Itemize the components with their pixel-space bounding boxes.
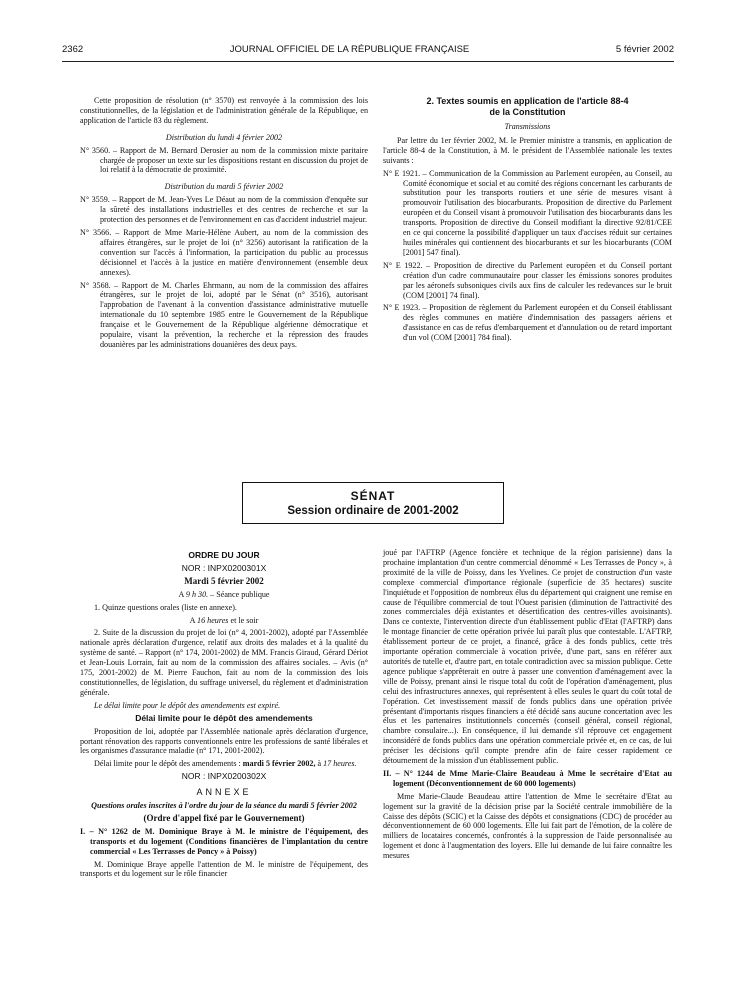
sitting-date: Mardi 5 février 2002 [184,575,264,586]
distribution-heading-1: Distribution du lundi 4 février 2002 [165,132,283,142]
left-bottom-column [80,548,368,882]
question-1-text: M. Dominique Braye appelle l'attention de M. le ministre de l'équipement, des transports et du logement sur le rôle financier [80,859,368,879]
senat-title-box [242,482,504,524]
text-e1922: N° E 1922. – Proposition de directive du Parlement européen et du Conseil portant création d'un cadre communautaire pour classer les émissions sonores produites par les aéronefs subsoniques civils aux fins de calculer les redevances sur le bruit (COM [2001] 74 final). [383,260,672,300]
ordre-du-jour-heading: ORDRE DU JOUR [188,550,260,560]
session-title: Session ordinaire de 2001-2002 [287,505,459,517]
report-3559: N° 3559. – Rapport de M. Jean-Yves Le Déaut au nom de la commission d'enquête sur la sûreté des installations industrielles et des centres de recherche et sur la protection des personnes et de l'environnement en cas d'accident industriel majeur. [80,195,368,225]
nor-reference-2: NOR : INPX0200302X [181,771,267,782]
transmissions-heading: Transmissions [504,122,551,131]
amendment-deadline-heading: Délai limite pour le dépôt des amendements [135,712,313,723]
nor-reference-1: NOR : INPX0200301X [181,562,267,573]
report-3568: N° 3568. – Rapport de M. Charles Ehrmann, au nom de la commission des affaires étrangères, sur le projet de loi, adopté par le Sénat (n° 3516), autorisant l'approbation de l'avenant à la convention d'assistance administrative mutuelle internationale du 10 septembre 1985 entre le Gouvernement de la République française et le Gouvernement de la République algérienne démocratique et populaire, visant la prévention, la recherche et la répression des fraudes douanières par les administrations douanières des deux pays. [80,280,368,349]
left-top-column [80,96,368,353]
page-header [62,44,674,60]
header-rule [62,61,674,62]
senat-title: SÉNAT [350,489,396,503]
section-heading-line1: 2. Textes soumis en application de l'article 88-4 [426,96,629,106]
report-3566: N° 3566. – Rapport de Mme Marie-Hélène Aubert, au nom de la commission des affaires étrangères, sur le projet de loi (n° 3256) autorisant la ratification de la convention sur l'accès à l'information, la participation du public au processus décisionnel et l'accès à la justice en matière d'environnement (ensemble deux annexes). [80,227,368,277]
question-2-text: Mme Marie-Claude Beaudeau attire l'attention de Mme le secrétaire d'Etat au logement sur la gravité de la décision prise par la Société centrale immobilière de la Caisse des dépôts (SCIC) et la Caisse des dépôts et consignations (CDC) de procéder au déconventionnement de 60 000 logements. Elle lui fait part de l'émotion, de la colère de milliers de locataires concernés, confrontés à la suppression de l'aide personnalisée au logement et donc à l'augmentation des loyers. Elle lui demande de lui faire connaître les mesures [383,791,672,861]
oral-questions-title: Questions orales inscrites à l'ordre du jour de la séance du mardi 5 février 2002 [91,801,357,811]
right-bottom-column [383,548,672,864]
issue-date: 5 février 2002 [615,44,674,55]
page-number: 2362 [62,44,84,55]
right-top-column [383,96,672,346]
report-3560: N° 3560. – Rapport de M. Bernard Derosier au nom de la commission mixte paritaire chargée de proposer un texte sur les dispositions restant en discussion du projet de loi relatif à la démocratie de proximité. [80,145,368,175]
section-heading [383,96,672,118]
section-heading-line2: de la Constitution [489,107,566,117]
distribution-heading-2: Distribution du mardi 5 février 2002 [164,182,284,192]
text-e1923: N° E 1923. – Proposition de règlement du Parlement européen et du Conseil établissant des règles communes en matière d'indemnisation des passagers aériens et d'assistance en cas de refus d'embarquement et d'annulation ou de retard important d'un vol (COM [2001] 784 final). [383,303,672,343]
morning-sitting: A 9 h 30. – Séance publique [178,589,270,599]
annexe-heading: ANNEXE [196,787,252,798]
proposition-de-loi: Proposition de loi, adoptée par l'Assemblée nationale après déclaration d'urgence, portant rénovation des rapports conventionnels entre les professions de santé libérales et les organismes d'assurance maladie (n° 171, 2001-2002). [80,726,368,756]
order-of-call: (Ordre d'appel fixé par le Gouvernement) [143,812,305,823]
agenda-item-2: 2. Suite de la discussion du projet de loi (n° 4, 2001-2002), adopté par l'Assemblée nationale après déclaration d'urgence, relatif aux droits des malades et à la qualité du système de santé. – Rapport (n° 174, 2001-2002) de MM. Francis Giraud, Gérard Dériot et Jean-Louis Lorrain, fait au nom de la commission des affaires sociales. – Avis (n° 175, 2001-2002) de M. Pierre Fauchon, fait au nom de la commission des lois constitutionnelles, de législation, du suffrage universel, du règlement et d'administration générale. [80,628,368,697]
resolution-referral: Cette proposition de résolution (n° 3570) est renvoyée à la commission des lois constitutionnelles, de la législation et de l'administration générale de la République, en application de l'article 83 du règlement. [80,96,368,125]
journal-title: JOURNAL OFFICIEL DE LA RÉPUBLIQUE FRANÇAISE [229,44,470,55]
afternoon-sitting: A 16 heures et le soir [189,615,259,625]
question-1-continued: joué par l'AFTRP (Agence foncière et technique de la région parisienne) dans la prochaine implantation d'un centre commercial dénommé « Les Terrasses de Poncy », à proximité de la ville de Poissy, dans les Yvelines. Ce projet de construction d'un vaste complexe commercial d'importance régionale (superficie de 35 hectares) suscite l'inquiétude et l'opposition de nombreux élus du département qui craignent une remise en cause de l'équilibre commercial de tout l'Ouest parisien (diminution de l'attractivité des zones commerciales déjà existantes et désertification des centres-villes avoisinants). Dans ce contexte, l'intervention directe d'un établissement public d'Etat (l'AFTRP) dans le montage financier de cette opération privée lui paraît plus que contestable. L'AFTRP, établissement porteur de ce projet, a financé, grâce à des fonds publics, cette très importante opération commerciale à vocation privée, d'une part, sans en référer aux autorités de tutelle et, d'autre part, en totale contradiction avec sa mission publique. Cette agence publique s'apprêterait en outre à passer une convention d'aménagement avec la ville de Poissy, prenant ainsi le risque total du coût de l'opération d'aménagement, plus celui des infrastructures annexes, qui représentent à elles seules le quart du coût total de l'opération. Cet investissement massif de fonds publics dans une opération privée présentant d'importants risques financiers a été décidé sans aucune concertation avec les élus et les partenaires institutionnels concernés (conseil général, conseil régional, chambre consulaire...). En conséquence, il lui demande s'il réprouve cet engagement inconsidéré de fonds publics dans une opération commerciale privée et, en ce cas, de lui préciser les décisions qu'il compte prendre afin de faire cesser rapidement ce détournement de la mission d'un établissement public. [383,548,672,766]
agenda-item-1: 1. Quinze questions orales (liste en annexe). [94,602,237,612]
amendment-deadline: Délai limite pour le dépôt des amendements : mardi 5 février 2002, à 17 heures. [94,759,357,769]
question-1-heading: I. – N° 1262 de M. Dominique Braye à M. le ministre de l'équipement, des transports et du logement (Conditions financières de l'implantation du centre commercial « Les Terrasses de Poncy » à Poissy) [80,826,368,856]
question-2-heading: II. – N° 1244 de Mme Marie-Claire Beaudeau à Mme le secrétaire d'Etat au logement (Déconventionnement de 60 000 logements) [383,768,672,788]
amendment-deadline-expired: Le délai limite pour le dépôt des amendements est expiré. [94,700,281,710]
text-e1921: N° E 1921. – Communication de la Commission au Parlement européen, au Conseil, au Comité économique et social et au comité des régions concernant les carburants de substitution pour les transports routiers et une série de mesures visant à promouvoir l'utilisation des biocarburants. Proposition de directive du Parlement européen et du Conseil visant à promouvoir l'utilisation des biocarburants dans les transports. Proposition de directive du Conseil modifiant la directive 92/81/CEE en ce qui concerne la possibilité d'appliquer un taux d'accises réduit sur certaines huiles minérales qui contiennent des biocarburants et sur les biocarburants (COM [2001] 547 final). [383,168,672,257]
transmission-intro: Par lettre du 1er février 2002, M. le Premier ministre a transmis, en application de l'article 88-4 de la Constitution, à M. le président de l'Assemblée nationale les textes suivants : [383,135,672,165]
